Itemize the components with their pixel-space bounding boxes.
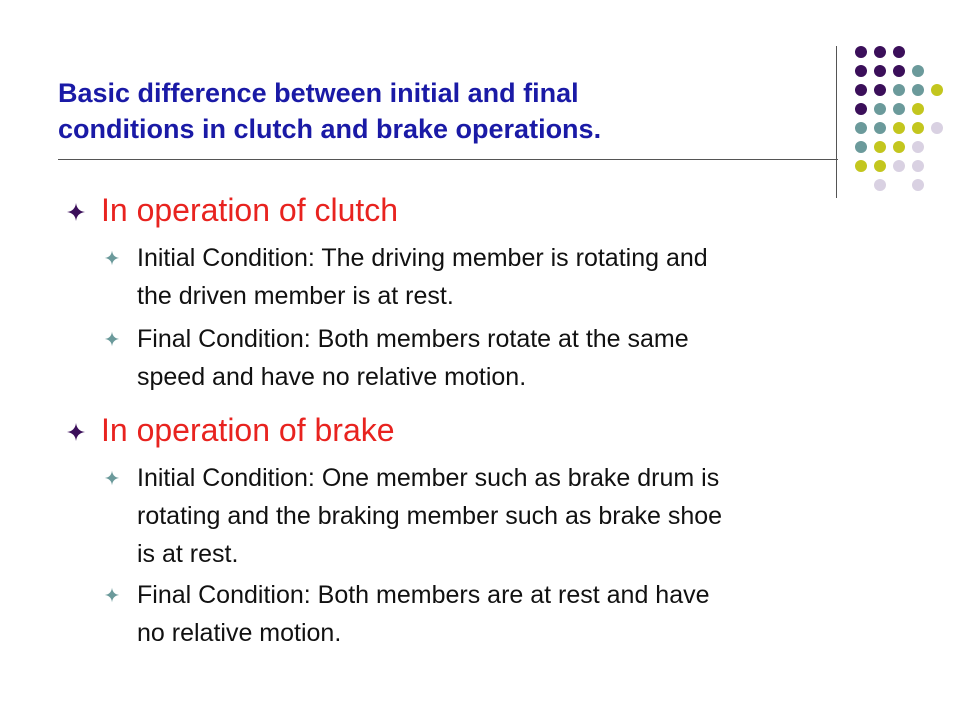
decor-dot [893, 141, 905, 153]
section-heading-clutch: In operation of clutch [101, 192, 399, 228]
clutch-initial-line-2: the driven member is at rest. [137, 282, 454, 310]
decor-dot [893, 84, 905, 96]
decor-dot [912, 160, 924, 172]
slide-title-line-1: Basic difference between initial and final [58, 78, 579, 108]
brake-initial-line-2: rotating and the braking member such as brake shoe [137, 502, 723, 530]
title-underline [58, 159, 838, 160]
clutch-initial-condition [137, 239, 897, 315]
decor-dot [893, 46, 905, 58]
clutch-final-line-1: Final Condition: Both members rotate at the same [137, 325, 689, 353]
decor-dot [855, 65, 867, 77]
four-point-star-bullet-icon [104, 470, 120, 486]
four-point-star-bullet-icon [104, 587, 120, 603]
slide-title-line-2: conditions in clutch and brake operations. [58, 114, 602, 144]
decor-dot [912, 179, 924, 191]
clutch-final-line-2: speed and have no relative motion. [137, 363, 527, 391]
decor-dot [874, 65, 886, 77]
four-point-star-bullet-icon [104, 331, 120, 347]
decor-dot [912, 122, 924, 134]
decor-dot [912, 84, 924, 96]
brake-final-line-1: Final Condition: Both members are at rest and have [137, 581, 710, 609]
decor-dot [912, 141, 924, 153]
decor-dot [874, 103, 886, 115]
brake-initial-line-1: Initial Condition: One member such as brake drum is [137, 464, 720, 492]
decor-dot [855, 122, 867, 134]
decor-dot [855, 160, 867, 172]
decor-dot [874, 84, 886, 96]
brake-initial-condition [137, 459, 897, 573]
four-point-star-bullet-icon [66, 422, 86, 442]
section-heading-brake: In operation of brake [101, 412, 395, 448]
decor-dot [912, 103, 924, 115]
decor-dot [874, 160, 886, 172]
decor-dot [855, 103, 867, 115]
four-point-star-bullet-icon [104, 250, 120, 266]
decor-dot [855, 141, 867, 153]
decor-dot [893, 160, 905, 172]
brake-final-condition [137, 576, 897, 652]
decor-dot [931, 122, 943, 134]
decor-dot [874, 179, 886, 191]
decor-dot [855, 46, 867, 58]
clutch-initial-line-1: Initial Condition: The driving member is rotating and [137, 244, 708, 272]
decor-dot [874, 122, 886, 134]
decor-dot [912, 65, 924, 77]
decor-dot [855, 84, 867, 96]
decor-dot [931, 84, 943, 96]
decor-dot [893, 65, 905, 77]
brake-final-line-2: no relative motion. [137, 619, 342, 647]
four-point-star-bullet-icon [66, 202, 86, 222]
decor-dot [893, 122, 905, 134]
decor-dot [893, 103, 905, 115]
decor-dot [874, 46, 886, 58]
decor-dot [874, 141, 886, 153]
brake-initial-line-3: is at rest. [137, 540, 239, 568]
vertical-divider [836, 46, 837, 198]
clutch-final-condition [137, 320, 897, 396]
slide-title [58, 75, 798, 147]
